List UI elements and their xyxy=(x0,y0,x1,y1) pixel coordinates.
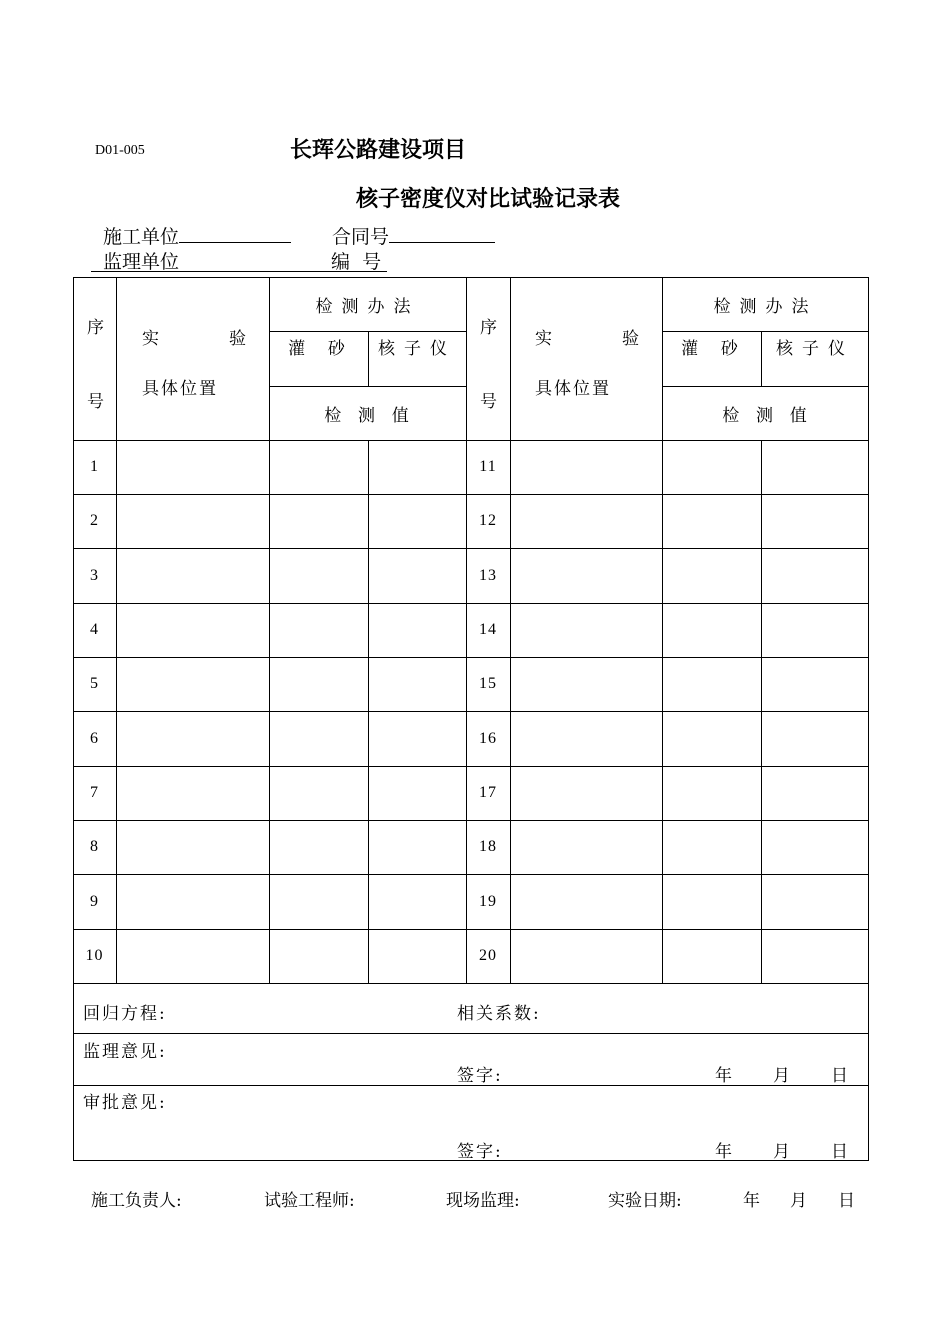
construction-unit-field xyxy=(103,222,291,249)
method-nuclear-right: 核子仪 xyxy=(776,338,854,359)
regression-label: 回归方程: xyxy=(83,1004,167,1024)
location-header-right: 验 xyxy=(229,329,248,349)
footer-day-label: 日 xyxy=(838,1191,855,1211)
test-engineer-label: 试验工程师: xyxy=(264,1191,355,1211)
value-header: 检 测 值 xyxy=(324,405,411,426)
month-label: 月 xyxy=(773,1142,792,1162)
seq-header-top-right: 序 xyxy=(480,318,499,338)
month-label: 月 xyxy=(773,1066,792,1086)
year-label: 年 xyxy=(715,1066,734,1086)
method-sand: 灌 砂 xyxy=(288,338,349,359)
supervision-unit-label: 监理单位 xyxy=(103,251,180,273)
seq-header-bottom-right: 号 xyxy=(480,392,499,412)
value-header-right: 检 测 值 xyxy=(722,405,809,426)
location-header-left-right: 实 xyxy=(535,329,554,349)
day-label: 日 xyxy=(831,1066,850,1086)
seq-header-bottom: 号 xyxy=(87,392,106,412)
method-nuclear: 核子仪 xyxy=(378,338,456,359)
row-number: 8 xyxy=(90,838,99,855)
approval-opinion-label: 审批意见: xyxy=(83,1093,167,1113)
row-number: 13 xyxy=(479,566,497,584)
footer-month-label: 月 xyxy=(790,1191,807,1211)
row-number: 18 xyxy=(479,838,497,855)
row-number: 15 xyxy=(479,675,497,692)
row-number: 3 xyxy=(90,566,99,584)
construction-unit-label: 施工单位 xyxy=(103,226,180,248)
footer-year-label: 年 xyxy=(743,1191,760,1211)
location-header-right-right: 验 xyxy=(622,329,641,349)
method-sand-right: 灌 砂 xyxy=(681,338,742,359)
location-header-bottom: 具体位置 xyxy=(142,379,218,399)
row-number: 9 xyxy=(90,892,99,910)
row-number: 14 xyxy=(479,621,497,638)
supervision-unit-field[interactable] xyxy=(91,247,387,272)
row-number: 4 xyxy=(90,621,99,638)
signature-label: 签字: xyxy=(457,1066,503,1086)
method-header-right: 检测办法 xyxy=(713,296,818,317)
supervision-opinion-label: 监理意见: xyxy=(83,1042,167,1062)
form-code: D01-005 xyxy=(95,143,145,158)
test-date-label: 实验日期: xyxy=(608,1191,682,1211)
contract-no-label: 合同号 xyxy=(332,226,390,248)
row-number: 5 xyxy=(90,675,99,692)
day-label: 日 xyxy=(831,1142,850,1162)
year-label: 年 xyxy=(715,1142,734,1162)
seq-header-top: 序 xyxy=(87,318,106,338)
row-number: 16 xyxy=(479,729,497,747)
row-number: 11 xyxy=(479,458,497,475)
method-header: 检测办法 xyxy=(315,296,420,317)
row-number: 19 xyxy=(479,892,497,910)
row-number: 10 xyxy=(85,947,104,964)
row-number: 7 xyxy=(90,784,99,801)
project-name: 长珲公路建设项目 xyxy=(290,138,467,163)
location-header-left: 实 xyxy=(142,329,161,349)
serial-no-label: 编 号 xyxy=(331,251,382,273)
row-number: 6 xyxy=(90,729,99,747)
row-number: 17 xyxy=(479,784,497,801)
construction-unit-line[interactable] xyxy=(179,222,291,243)
signature-label: 签字: xyxy=(457,1142,503,1162)
row-number: 1 xyxy=(90,458,99,475)
row-number: 12 xyxy=(479,512,497,529)
contract-no-line[interactable] xyxy=(389,222,495,243)
record-table xyxy=(73,277,869,1161)
correlation-label: 相关系数: xyxy=(457,1004,541,1024)
form-title: 核子密度仪对比试验记录表 xyxy=(356,187,621,212)
row-number: 2 xyxy=(90,512,99,529)
contract-no-field xyxy=(332,222,495,249)
construction-lead-label: 施工负责人: xyxy=(91,1191,182,1211)
row-number: 20 xyxy=(479,947,497,964)
site-supervisor-label: 现场监理: xyxy=(446,1191,520,1211)
location-header-bottom-right: 具体位置 xyxy=(535,379,611,399)
